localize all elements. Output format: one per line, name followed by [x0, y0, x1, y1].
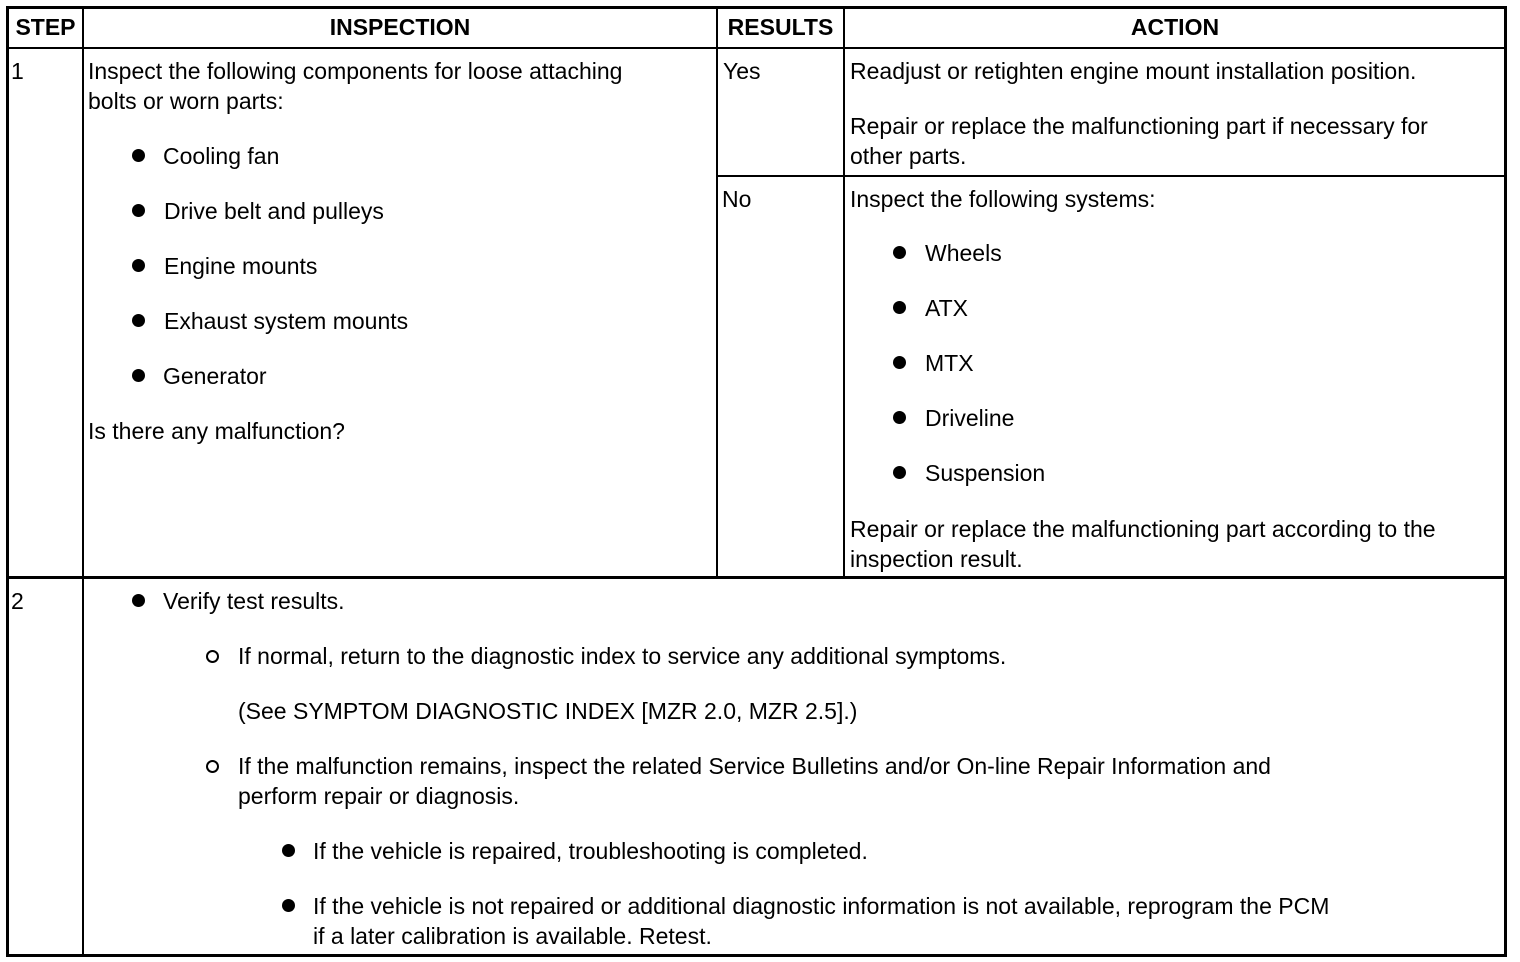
header-results: RESULTS — [727, 14, 834, 40]
result-divider-yes-no — [716, 175, 1507, 177]
action-yes-line: Repair or replace the malfunctioning part if necessary for — [850, 113, 1428, 139]
action-yes-line: Readjust or retighten engine mount installation position. — [850, 58, 1417, 84]
bullet-icon — [132, 259, 145, 272]
step2-bullet: Verify test results. — [163, 588, 345, 614]
result-yes: Yes — [723, 58, 761, 84]
system-item: Suspension — [925, 460, 1046, 486]
bullet-icon — [132, 369, 145, 382]
header-action: ACTION — [1130, 14, 1220, 40]
row-divider-step2 — [6, 576, 1507, 579]
step-number-2: 2 — [11, 588, 24, 614]
inspection-question: Is there any malfunction? — [88, 418, 345, 444]
step2-subsub-not-repaired: If the vehicle is not repaired or additional diagnostic information is not available, reprogram the PCM — [313, 893, 1330, 919]
circle-bullet-icon — [206, 650, 219, 663]
bullet-icon — [893, 301, 906, 314]
bullet-icon — [132, 594, 145, 607]
header-step: STEP — [15, 14, 76, 40]
action-no-line: inspection result. — [850, 546, 1023, 572]
component-item: Generator — [163, 363, 267, 389]
system-item: ATX — [925, 295, 969, 321]
inspection-intro: Inspect the following components for loose attaching — [88, 58, 623, 84]
system-item: Wheels — [925, 240, 1002, 266]
system-item: MTX — [925, 350, 974, 376]
circle-bullet-icon — [206, 760, 219, 773]
action-no-intro: Inspect the following systems: — [850, 186, 1156, 212]
result-no: No — [722, 186, 752, 212]
header-inspection: INSPECTION — [329, 14, 471, 40]
action-yes-line: other parts. — [850, 143, 967, 169]
col-divider-results — [843, 6, 845, 578]
bullet-icon — [282, 899, 295, 912]
component-item: Exhaust system mounts — [164, 308, 409, 334]
action-no-line: Repair or replace the malfunctioning part according to the — [850, 516, 1436, 542]
col-divider-inspection — [716, 6, 718, 578]
component-item: Cooling fan — [163, 143, 280, 169]
component-item: Engine mounts — [164, 253, 318, 279]
bullet-icon — [132, 149, 145, 162]
step2-subsub-repaired: If the vehicle is repaired, troubleshooting is completed. — [313, 838, 868, 864]
inspection-intro-cont: bolts or worn parts: — [88, 88, 284, 114]
bullet-icon — [893, 356, 906, 369]
step2-sub-normal: If normal, return to the diagnostic index to service any additional symptoms. — [238, 643, 1007, 669]
bullet-icon — [282, 844, 295, 857]
step2-subsub-not-repaired-cont: if a later calibration is available. Retest. — [313, 923, 712, 949]
component-item: Drive belt and pulleys — [164, 198, 384, 224]
bullet-icon — [893, 466, 906, 479]
bullet-icon — [893, 246, 906, 259]
bullet-icon — [132, 204, 145, 217]
step2-sub-remains-cont: perform repair or diagnosis. — [238, 783, 520, 809]
step-number-1: 1 — [11, 58, 24, 84]
bullet-icon — [893, 411, 906, 424]
header-divider — [6, 47, 1507, 49]
bullet-icon — [132, 314, 145, 327]
system-item: Driveline — [925, 405, 1015, 431]
col-divider-step — [82, 6, 84, 957]
step2-sub-remains: If the malfunction remains, inspect the related Service Bulletins and/or On-line Repair Information and — [238, 753, 1271, 779]
step2-sub-reference: (See SYMPTOM DIAGNOSTIC INDEX [MZR 2.0, MZR 2.5].) — [238, 698, 858, 724]
